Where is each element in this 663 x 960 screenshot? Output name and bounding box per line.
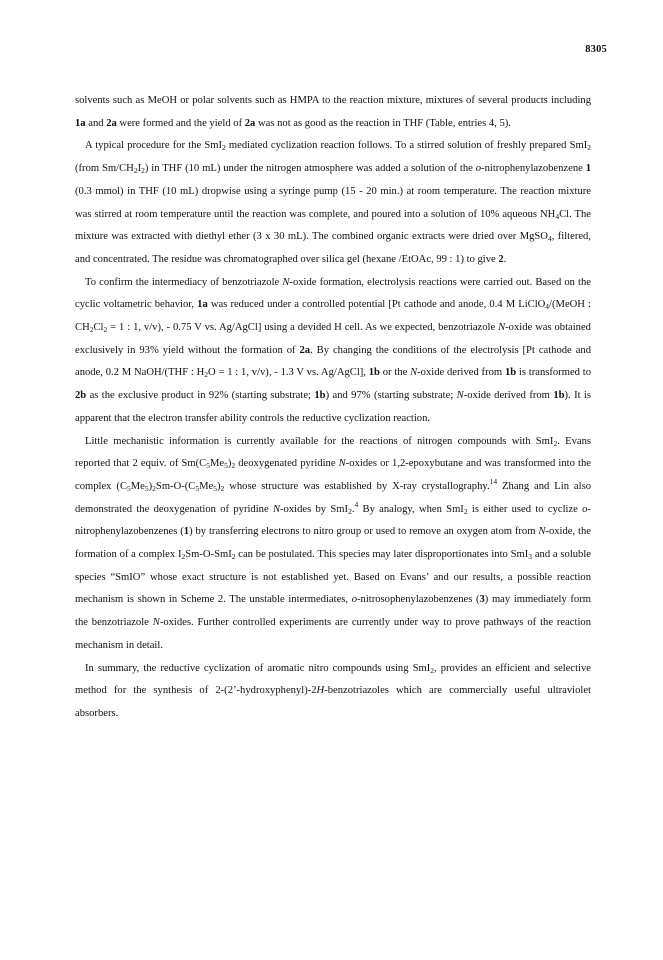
subscript: 2 xyxy=(204,370,209,380)
subscript: 2 xyxy=(463,506,468,516)
subscript: 2 xyxy=(220,483,225,493)
italic-text: N xyxy=(456,390,464,402)
subscript: 5 xyxy=(224,461,228,471)
subscript: 4 xyxy=(545,302,550,312)
subscript: 3 xyxy=(528,552,533,562)
compound-label: 1b xyxy=(553,390,565,402)
body-text xyxy=(75,90,591,726)
italic-text: o xyxy=(351,594,357,606)
subscript: 2 xyxy=(587,143,591,153)
subscript: 2 xyxy=(103,325,108,335)
subscript: 2 xyxy=(231,552,236,562)
compound-label: 2a xyxy=(106,117,117,129)
subscript: 5 xyxy=(127,483,131,493)
italic-text: o xyxy=(475,163,482,175)
subscript: 4 xyxy=(547,234,552,244)
compound-label: 2b xyxy=(75,390,87,402)
subscript: 2 xyxy=(152,483,156,493)
italic-text: N xyxy=(338,458,346,470)
italic-text: N xyxy=(152,617,160,629)
italic-text: H xyxy=(316,685,325,697)
page-number: 8305 xyxy=(585,44,607,55)
subscript: 5 xyxy=(206,461,210,471)
compound-label: 1 xyxy=(585,163,592,175)
reference-superscript: 4 xyxy=(354,499,359,509)
subscript: 2 xyxy=(133,166,138,176)
compound-label: 2a xyxy=(299,344,311,356)
compound-label: 2 xyxy=(498,253,504,265)
compound-label: 1 xyxy=(183,526,190,538)
subscript: 4 xyxy=(555,211,560,221)
italic-text: N xyxy=(498,322,506,334)
compound-label: 2a xyxy=(244,117,256,129)
paragraph: A typical procedure for the SmI$_2$ mediated cyclization reaction follows. To a stirred solution of freshly prepared SmI$_2$ (from $Sm/CH_2I_2$) in THF (10 mL) under the nitrogen atmosphere was added a solution of the o-nitrophenylazobenzene 1 (0.3 mmol) in THF (10 mL) dropwise using a syringe pump (15 - 20 min.) at room temperature. The reaction mixture was stirred at room temperature until the reaction was complete, and poured into a solution of 10% aqueous $NH_4Cl$. The mixture was extracted with diethyl ether (3 x 30 mL). The combined organic extracts were dried over MgSO$_4$, filtered, and concentrated. The residue was chromatographed over silica gel (hexane /EtOAc, 99 : 1) to give 2. xyxy=(75,140,592,265)
italic-text: N xyxy=(410,367,418,379)
subscript: 2 xyxy=(222,143,226,153)
paragraph: solvents such as MeOH or polar solvents such as HMPA to the reaction mixture, mixtures of several products including 1a and 2a were formed and the yield of 2a was not as good as the reaction in THF (Table, entries 4, 5). xyxy=(75,95,591,129)
subscript: 5 xyxy=(195,483,200,493)
subscript: 2 xyxy=(348,506,352,516)
subscript: 2 xyxy=(181,552,186,562)
compound-label: 1b xyxy=(314,390,326,402)
italic-text: N xyxy=(538,526,546,538)
subscript: 2 xyxy=(231,461,236,471)
compound-label: 3 xyxy=(479,594,485,606)
subscript: 2 xyxy=(89,325,94,335)
subscript: 2 xyxy=(553,438,558,448)
paragraph: To confirm the intermediacy of benzotriazole N-oxide formation, electrolysis reactions were carried out. Based on the cyclic voltametric behavior, 1a was reduced under a controlled potential [Pt cathode and anode, 0.4 M LiClO$_4$/(MeOH : $CH_2Cl_2 = 1$ : 1, v/v), - 0.75 V vs. Ag/AgCl] using a devided H cell. As we expected, benzotriazole N-oxide was obtained exclusively in 93% yield without the formation of 2a. By changing the conditions of the electrolysis [Pt cathode and anode, 0.2 M NaOH/(THF : $H_2O = 1$ : 1, v/v), - 1.3 V vs. Ag/AgCl], 1b or the N-oxide derived from 1b is transformed to 2b as the exclusive product in 92% (starting substrate; 1b) and 97% (starting substrate; N-oxide derived from 1b). It is apparent that the electron transfer ability controls the reductive cyclization reaction. xyxy=(75,276,592,424)
italic-text: N xyxy=(272,503,281,515)
paragraph: In summary, the reductive cyclization of aromatic nitro compounds using SmI$_2$, provides an efficient and selective method for the synthesis of 2-(2’-hydroxyphenyl)-2H-benzotriazoles which are commercially useful ultraviolet absorbers. xyxy=(75,662,592,719)
subscript: 5 xyxy=(213,483,217,493)
subscript: 5 xyxy=(144,483,149,493)
subscript: 2 xyxy=(141,166,145,176)
paragraph: Little mechanistic information is currently available for the reactions of nitrogen compounds with SmI$_2$. Evans reported that 2 equiv. of $Sm(C_5Me_5)_2$ deoxygenated pyridine N-oxides or 1,2-epoxybutane and was transformed into the complex $(C_5Me_5)_2Sm-O-(C_5Me_5)_2$ whose structure was established by X-ray crystallography.$^{14}$ Zhang and Lin also demonstrated the deoxygenation of pyridine N-oxides by SmI$_2$.$^4$ By analogy, when SmI$_2$ is either used to cyclize o-nitrophenylazobenzenes (1) by transferring electrons to nitro group or used to remove an oxygen atom from N-oxide, the formation of a complex $I_2Sm-O-SmI_2$ can be postulated. This species may later disproportionates into SmI$_3$ and a soluble species “SmIO” whose exact structure is not established yet. Based on Evans’ and our results, a possible reaction mechanism is shown in Scheme 2. The unstable intermediates, o-nitrosophenylazobenzenes (3) may immediately form the benzotriazole N-oxides. Further controlled experiments are currently under way to prove pathways of the reaction mechanism in detail. xyxy=(75,435,592,651)
italic-text: o xyxy=(582,503,588,515)
italic-text: N xyxy=(282,276,290,288)
reference-superscript: 14 xyxy=(489,476,498,486)
compound-label: 1a xyxy=(75,117,86,129)
compound-label: 1b xyxy=(504,367,517,379)
compound-label: 1b xyxy=(368,367,380,379)
compound-label: 1a xyxy=(197,299,208,311)
subscript: 2 xyxy=(430,665,434,675)
